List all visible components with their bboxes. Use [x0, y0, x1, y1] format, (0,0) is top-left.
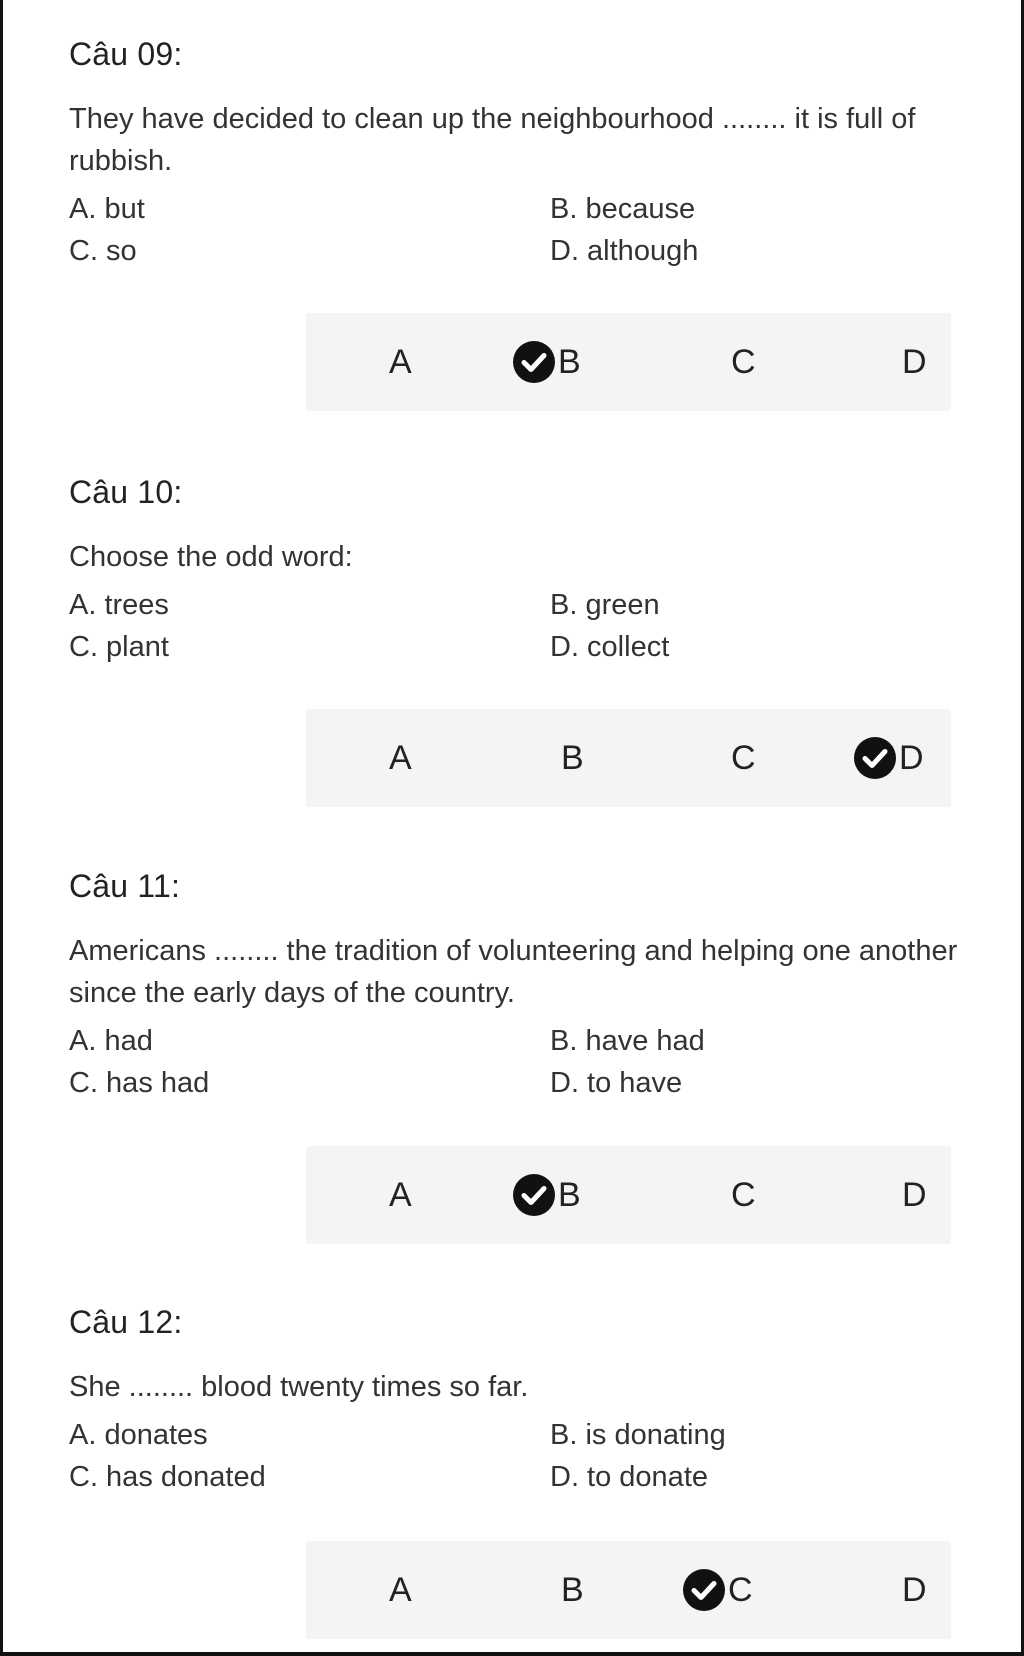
answer-choice-a[interactable]	[389, 1146, 412, 1244]
answer-choice-c[interactable]	[731, 709, 756, 807]
answer-bar	[306, 709, 951, 807]
question-title: Câu 11:	[69, 868, 181, 904]
answer-label: B	[561, 1571, 584, 1609]
option-a: A. had	[69, 1025, 153, 1057]
answer-label: A	[389, 1571, 412, 1609]
answer-label: D	[902, 1571, 927, 1609]
answer-label: C	[731, 343, 756, 381]
answer-choice-c[interactable]	[731, 313, 756, 411]
question-text: Choose the odd word:	[69, 541, 353, 573]
answer-choice-d[interactable]	[854, 709, 924, 807]
answer-bar	[306, 1146, 951, 1244]
question-11	[69, 864, 959, 1104]
options-list	[69, 188, 959, 272]
question-09	[69, 32, 959, 272]
answer-choice-d[interactable]	[902, 313, 927, 411]
answer-bar	[306, 313, 951, 411]
question-text: Americans ........ the tradition of volunteering and helping one another since the early days of the country.	[69, 935, 958, 1009]
question-title: Câu 12:	[69, 1304, 183, 1340]
answer-choice-c[interactable]	[683, 1541, 753, 1639]
answer-choice-b[interactable]	[561, 1541, 584, 1639]
answer-choice-b[interactable]	[561, 709, 584, 807]
options-list	[69, 584, 959, 668]
question-title: Câu 09:	[69, 36, 183, 72]
answer-choice-a[interactable]	[389, 313, 412, 411]
option-b: B. green	[550, 589, 660, 621]
option-a: A. but	[69, 193, 145, 225]
question-10	[69, 470, 959, 668]
option-c: C. so	[69, 235, 137, 267]
question-12	[69, 1300, 959, 1498]
answer-choice-d[interactable]	[902, 1146, 927, 1244]
answer-choice-a[interactable]	[389, 709, 412, 807]
answer-label: C	[728, 1571, 753, 1609]
answer-label: B	[561, 739, 584, 777]
option-c: C. has donated	[69, 1461, 266, 1493]
option-c: C. plant	[69, 631, 169, 663]
answer-label: A	[389, 1176, 412, 1214]
option-b: B. because	[550, 193, 696, 225]
answer-choice-b[interactable]	[513, 313, 581, 411]
check-circle-icon	[683, 1569, 725, 1611]
question-text: They have decided to clean up the neighbourhood ........ it is full of rubbish.	[69, 103, 916, 177]
option-b: B. is donating	[550, 1419, 726, 1451]
option-d: D. collect	[550, 631, 670, 663]
option-d: D. although	[550, 235, 699, 267]
answer-label: C	[731, 1176, 756, 1214]
answer-label: B	[558, 1176, 581, 1214]
check-circle-icon	[854, 737, 896, 779]
answer-label: D	[899, 739, 924, 777]
option-b: B. have had	[550, 1025, 705, 1057]
option-a: A. trees	[69, 589, 169, 621]
check-circle-icon	[513, 341, 555, 383]
answer-choice-b[interactable]	[513, 1146, 581, 1244]
check-circle-icon	[513, 1174, 555, 1216]
answer-label: B	[558, 343, 581, 381]
options-list	[69, 1414, 959, 1498]
answer-label: D	[902, 343, 927, 381]
options-list	[69, 1020, 959, 1104]
answer-choice-d[interactable]	[902, 1541, 927, 1639]
option-d: D. to donate	[550, 1461, 708, 1493]
question-title: Câu 10:	[69, 474, 183, 510]
option-c: C. has had	[69, 1067, 210, 1099]
answer-label: C	[731, 739, 756, 777]
answer-label: A	[389, 343, 412, 381]
answer-bar	[306, 1541, 951, 1639]
question-text: She ........ blood twenty times so far.	[69, 1371, 529, 1403]
option-a: A. donates	[69, 1419, 208, 1451]
answer-label: D	[902, 1176, 927, 1214]
option-d: D. to have	[550, 1067, 683, 1099]
answer-choice-c[interactable]	[731, 1146, 756, 1244]
answer-choice-a[interactable]	[389, 1541, 412, 1639]
answer-label: A	[389, 739, 412, 777]
